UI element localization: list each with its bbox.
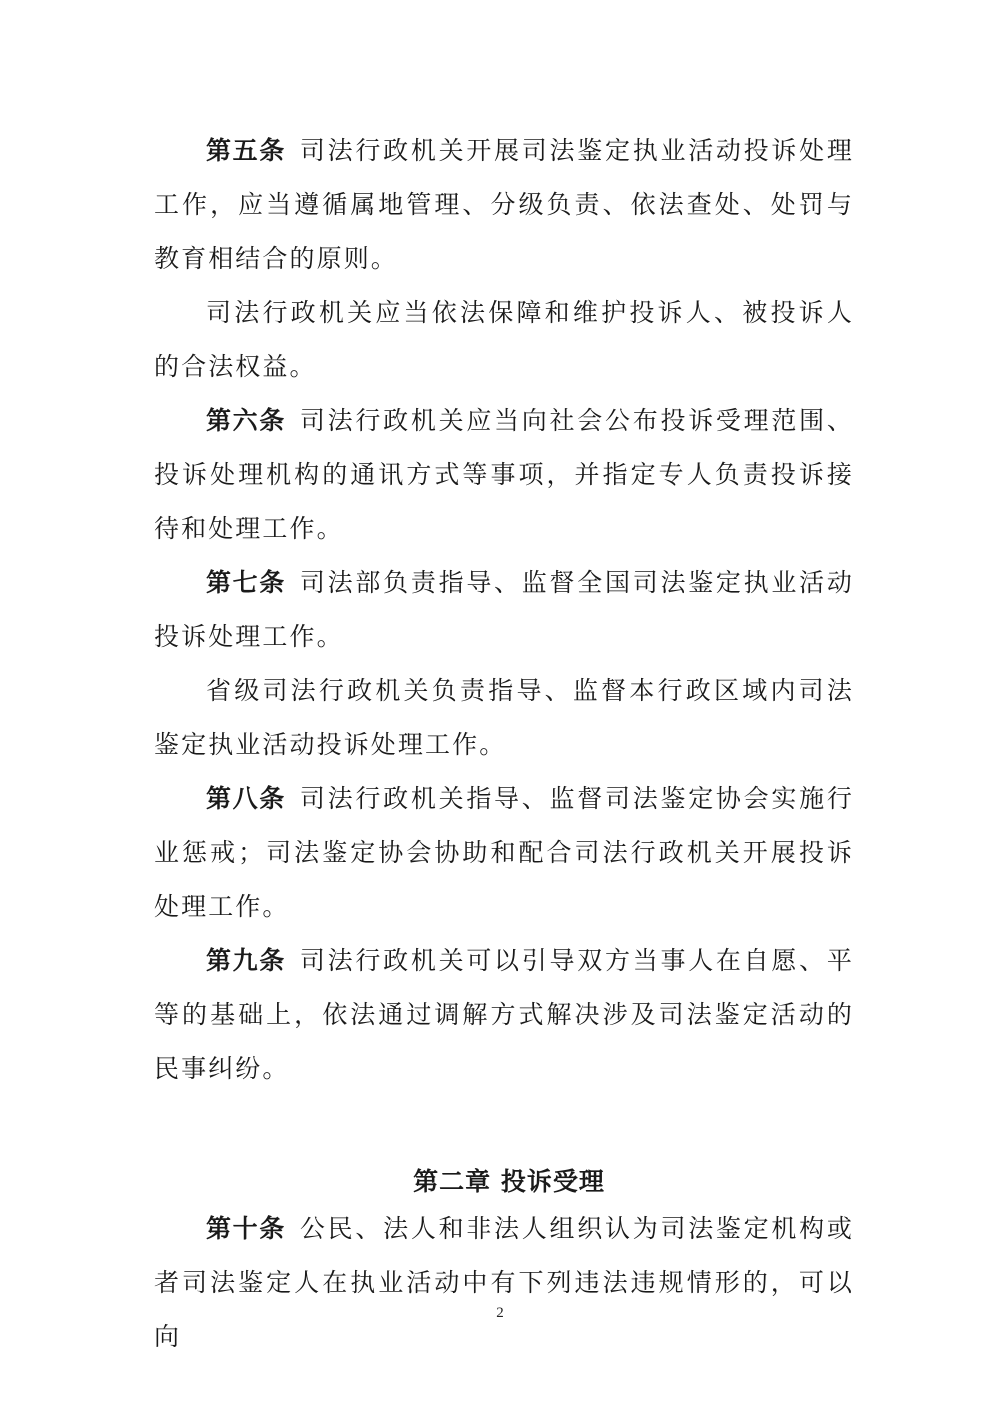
article-text: 公民、法人和非法人组织认为司法鉴定机构或者司法鉴定人在执业活动中有下列违法违规情形的，可以向 — [154, 1214, 854, 1351]
paragraph-text: 司法行政机关应当依法保障和维护投诉人、被投诉人的合法权益。 — [154, 298, 854, 381]
article-label: 第七条 — [206, 568, 286, 597]
article-5 — [154, 124, 854, 286]
article-8 — [154, 772, 854, 934]
article-text: 司法行政机关可以引导双方当事人在自愿、平等的基础上，依法通过调解方式解决涉及司法鉴定活动的民事纠纷。 — [154, 946, 854, 1083]
article-9 — [154, 934, 854, 1096]
article-6 — [154, 394, 854, 556]
article-text: 司法行政机关应当向社会公布投诉受理范围、投诉处理机构的通讯方式等事项，并指定专人负责投诉接待和处理工作。 — [154, 406, 854, 543]
page-content — [154, 124, 854, 1364]
article-label: 第九条 — [206, 946, 286, 975]
article-label: 第八条 — [206, 784, 286, 813]
article-7-paragraph-2 — [154, 664, 854, 772]
article-text: 司法行政机关指导、监督司法鉴定协会实施行业惩戒；司法鉴定协会协助和配合司法行政机关开展投诉处理工作。 — [154, 784, 854, 921]
article-text: 司法行政机关开展司法鉴定执业活动投诉处理工作，应当遵循属地管理、分级负责、依法查处、处罚与教育相结合的原则。 — [154, 136, 854, 273]
article-7 — [154, 556, 854, 664]
paragraph-text: 省级司法行政机关负责指导、监督本行政区域内司法鉴定执业活动投诉处理工作。 — [154, 676, 854, 759]
article-10 — [154, 1202, 854, 1364]
article-label: 第六条 — [206, 406, 286, 435]
page-number: 2 — [496, 1305, 504, 1321]
article-5-paragraph-2 — [154, 286, 854, 394]
article-text: 司法部负责指导、监督全国司法鉴定执业活动投诉处理工作。 — [154, 568, 854, 651]
chapter-title: 第二章 投诉受理 — [413, 1167, 605, 1196]
article-label: 第十条 — [206, 1214, 286, 1243]
article-label: 第五条 — [206, 136, 286, 165]
